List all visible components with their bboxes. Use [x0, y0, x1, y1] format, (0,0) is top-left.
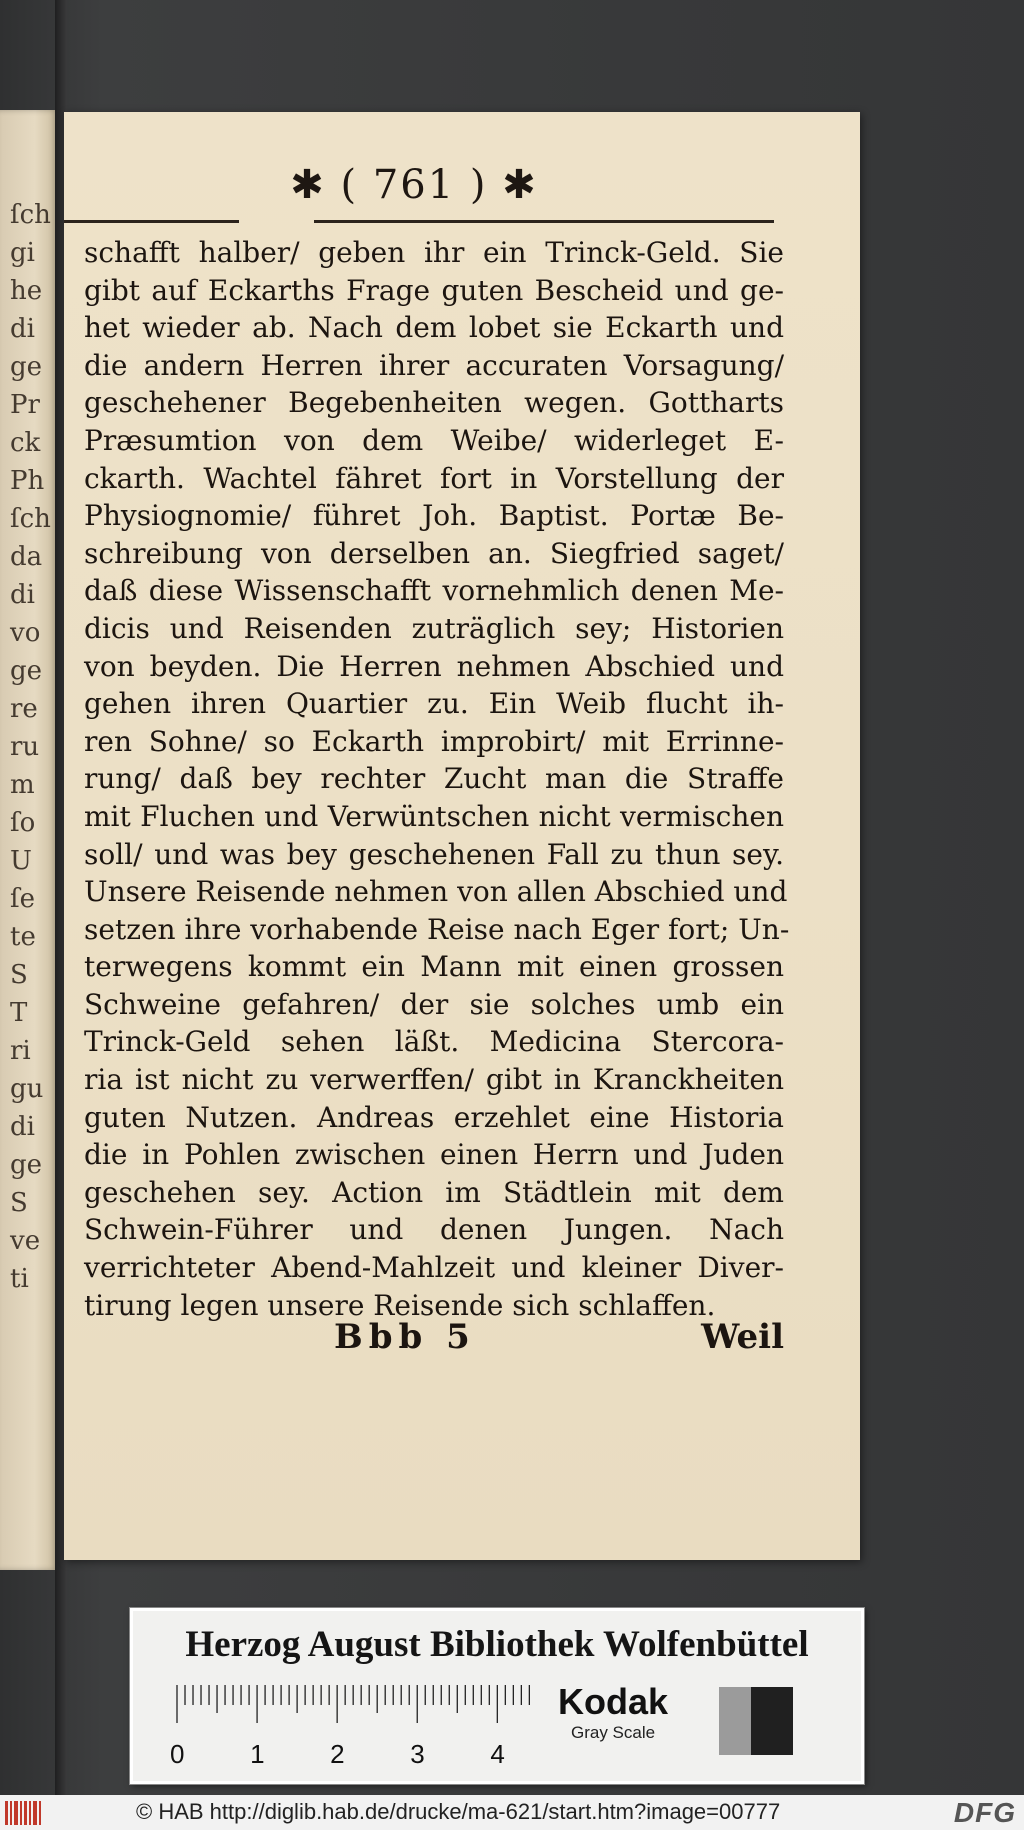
text-line: Physiognomie/ führet Joh. Baptist. Portæ Be- — [84, 499, 784, 533]
text-line: rung/ daß bey rechter Zucht man die Straffe — [84, 762, 784, 796]
header-rule — [504, 220, 774, 223]
text-line: ckarth. Wachtel fähret fort in Vorstellung der — [84, 461, 784, 495]
text-line: verrichteter Abend-Mahlzeit und kleiner Diver- — [84, 1251, 784, 1285]
viewer-footer — [0, 1795, 1024, 1830]
ruler-number: 4 — [490, 1739, 505, 1769]
gray-scale-label: Gray Scale — [571, 1723, 656, 1742]
text-line: gehen ihren Quartier zu. Ein Weib flucht ih- — [84, 687, 784, 721]
library-name: Herzog August Bibliothek Wolfenbüttel — [185, 1624, 809, 1665]
text-line: Schwein-Führer und denen Jungen. Nach — [84, 1213, 784, 1247]
text-line: Schweine gefahren/ der sie solches umb ein — [84, 987, 784, 1021]
text-line: ria ist nicht zu verwerffen/ gibt in Kranckheiten — [84, 1063, 784, 1097]
page-body — [84, 234, 790, 1324]
text-line: Trinck-Geld sehen läßt. Medicina Stercora- — [84, 1025, 784, 1059]
text-line: dicis und Reisenden zuträglich sey; Historien — [84, 611, 784, 645]
black-swatch — [751, 1687, 793, 1755]
color-scale-card — [130, 1608, 864, 1784]
barcode-icon — [4, 1801, 44, 1825]
header-rule — [314, 220, 514, 223]
page-number: ✱ ( 761 ) ✱ — [290, 162, 538, 208]
text-line: terwegens kommt ein Mann mit einen grossen — [84, 950, 784, 984]
kodak-logo: Kodak — [558, 1681, 669, 1722]
text-line: ren Sohne/ so Eckarth improbirt/ mit Errinne- — [84, 724, 784, 758]
text-line: geschehen sey. Action im Städtlein mit dem — [84, 1175, 784, 1209]
text-line: von beyden. Die Herren nehmen Abschied und — [84, 649, 784, 683]
header-rule — [64, 220, 239, 223]
text-line: geschehener Begebenheiten wegen. Gottharts — [84, 386, 784, 420]
text-line: guten Nutzen. Andreas erzehlet eine Historia — [84, 1100, 784, 1134]
gray-swatch — [719, 1687, 751, 1755]
text-line: setzen ihre vorhabende Reise nach Eger fort; Un- — [84, 912, 790, 946]
text-line: schreibung von derselben an. Siegfried saget/ — [84, 536, 784, 570]
text-line: die in Pohlen zwischen einen Herrn und Juden — [84, 1138, 784, 1172]
ruler-number: 3 — [410, 1739, 425, 1769]
text-line: Præsumtion von dem Weibe/ widerleget E- — [84, 423, 784, 457]
page-footer — [334, 1317, 784, 1363]
ruler-scale — [169, 1683, 569, 1773]
text-line: het wieder ab. Nach dem lobet sie Eckarth und — [84, 311, 784, 345]
text-line: mit Fluchen und Verwüntschen nicht vermischen — [84, 799, 784, 833]
text-line: soll/ und was bey geschehenen Fall zu thun sey. — [84, 837, 784, 871]
text-line: daß diese Wissenschafft vornehmlich denen Me- — [84, 574, 784, 608]
text-line: schafft halber/ geben ihr ein Trinck-Geld. Sie — [84, 236, 784, 269]
text-line: die andern Herren ihrer accuraten Vorsagung/ — [84, 348, 784, 382]
ruler-number: 2 — [330, 1739, 345, 1769]
copyright-link[interactable]: © HAB http://diglib.hab.de/drucke/ma-621/start.htm?image=00777 — [136, 1799, 781, 1824]
book-page — [64, 112, 860, 1560]
page-header — [64, 162, 860, 222]
text-line: Unsere Reisende nehmen von allen Abschied und — [84, 875, 788, 909]
text-line: gibt auf Eckarths Frage guten Bescheid und ge- — [84, 273, 784, 307]
signature-mark: Bbb 5 — [334, 1317, 476, 1357]
dfg-logo: DFG — [953, 1797, 1016, 1828]
catchword: Weil — [701, 1317, 784, 1357]
previous-page-edge: ſch gi he di ge Pr ck Ph ſch da di vo ge re ru m ſo U ſe te S T ri gu di ge S ve ti — [0, 110, 58, 1570]
text-line: tirung legen unsere Reisende sich schlaffen. — [84, 1288, 716, 1322]
ruler-number: 1 — [250, 1739, 265, 1769]
ruler-number: 0 — [170, 1739, 185, 1769]
